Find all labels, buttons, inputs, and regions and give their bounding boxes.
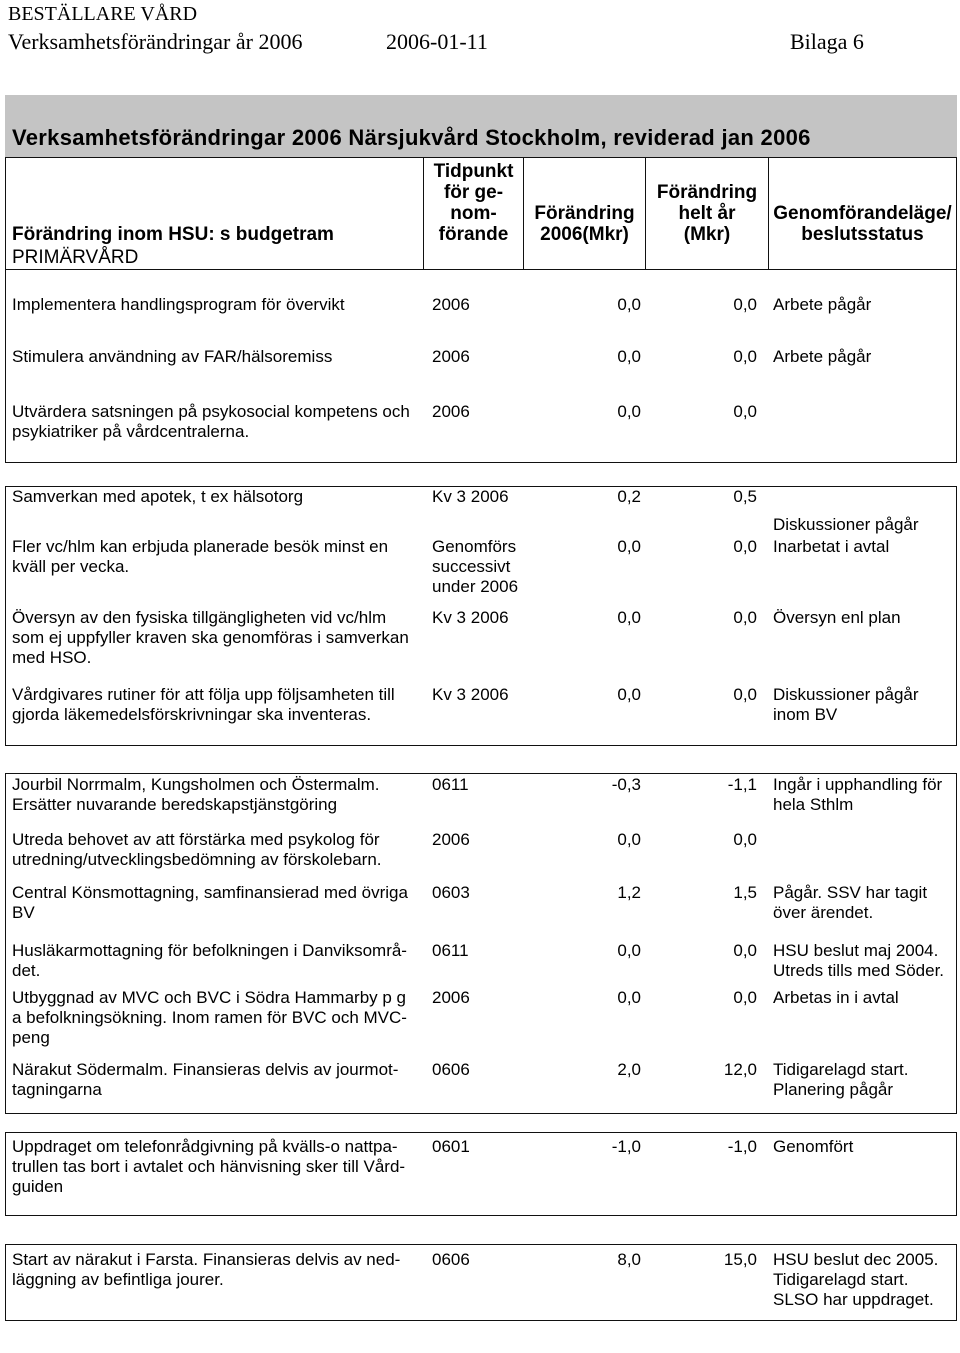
implementation-timing: 0611 xyxy=(432,775,469,794)
status: HSU beslut dec 2005. Tidigarelagd start. SLSO har uppdraget. xyxy=(773,1250,939,1309)
status: Arbetas in i avtal xyxy=(773,988,899,1007)
change-full-year-mkr: 0,0 xyxy=(733,537,757,556)
implementation-timing: 0603 xyxy=(432,883,470,902)
status xyxy=(768,402,956,442)
change-full-year-mkr: 0,0 xyxy=(733,402,757,421)
table-row xyxy=(6,1060,956,1100)
status: Arbete pågår xyxy=(773,347,872,366)
status: Översyn enl plan xyxy=(773,608,901,627)
table-row xyxy=(6,685,956,725)
table-row xyxy=(6,1137,956,1197)
change-description: Närakut Södermalm. Finansieras delvis av jourmot- tagningarna xyxy=(12,1060,399,1099)
change-description: Central Könsmottagning, samfinansierad med övriga BV xyxy=(12,883,408,922)
change-2006-mkr: 1,2 xyxy=(617,883,641,902)
status: Ingår i upphandling för hela Sthlm xyxy=(773,775,943,814)
header-status xyxy=(768,158,956,269)
status: Inarbetat i avtal xyxy=(773,537,890,556)
implementation-timing: Kv 3 2006 xyxy=(432,487,509,506)
table-row xyxy=(6,775,956,815)
table-row xyxy=(6,537,956,597)
change-description: Stimulera användning av FAR/hälsoremiss xyxy=(12,347,333,366)
table-row xyxy=(6,883,956,923)
change-full-year-mkr: 0,0 xyxy=(733,988,757,1007)
header-change-2006-label: Förändring 2006(Mkr) xyxy=(534,203,635,245)
status: Diskussioner pågår inom BV xyxy=(773,685,919,724)
change-2006-mkr: 0,0 xyxy=(617,988,641,1007)
table-row xyxy=(6,988,956,1048)
change-description: Översyn av den fysiska tillgängligheten vid vc/hlm som ej uppfyller kraven ska genomföras i samverkan med HSO. xyxy=(12,608,409,667)
change-description: Husläkarmottagning för befolkningen i Danviksområ- det. xyxy=(12,941,407,980)
table-section xyxy=(5,269,957,463)
change-full-year-mkr: 0,5 xyxy=(733,487,757,506)
change-description: Utbyggnad av MVC och BVC i Södra Hammarby p g a befolkningsökning. Inom ramen för BVC och MVC- peng xyxy=(12,988,407,1047)
header-change xyxy=(6,158,423,269)
change-2006-mkr: 0,2 xyxy=(617,487,641,506)
attachment-label: Bilaga 6 xyxy=(790,29,864,54)
status: Diskussioner pågår xyxy=(773,515,919,534)
status: Genomfört xyxy=(773,1137,854,1156)
table-row xyxy=(6,830,956,870)
change-description: Uppdraget om telefonrådgivning på kvälls-o nattpa- trullen tas bort i avtalet och hänvisning sker till Vård- guiden xyxy=(12,1137,406,1196)
implementation-timing: 0601 xyxy=(432,1137,470,1156)
implementation-timing: 2006 xyxy=(432,347,470,366)
change-2006-mkr: 0,0 xyxy=(617,295,641,314)
change-full-year-mkr: 12,0 xyxy=(723,1060,757,1079)
change-2006-mkr: 2,0 xyxy=(617,1060,641,1079)
change-full-year-mkr: 0,0 xyxy=(733,830,757,849)
change-2006-mkr: 0,0 xyxy=(617,830,641,849)
category-label: PRIMÄRVÅRD xyxy=(12,247,139,268)
header-change-full-year xyxy=(645,158,768,269)
table-header xyxy=(5,157,957,270)
status: Tidigarelagd start. Planering pågår xyxy=(773,1060,909,1099)
table-section xyxy=(5,1244,957,1321)
change-full-year-mkr: 0,0 xyxy=(733,608,757,627)
implementation-timing: 0606 xyxy=(432,1250,470,1269)
table-section xyxy=(5,486,957,746)
implementation-timing: 0611 xyxy=(432,941,469,960)
department-name: BESTÄLLARE VÅRD xyxy=(8,3,198,25)
table-section xyxy=(5,773,957,1114)
table-row xyxy=(6,1250,956,1310)
page-title: Verksamhetsförändringar 2006 Närsjukvård Stockholm, reviderad jan 2006 xyxy=(12,125,811,150)
header-change-label: Förändring inom HSU: s budgetram xyxy=(12,224,334,245)
table-row xyxy=(6,347,956,367)
header-change-2006 xyxy=(523,158,645,269)
change-full-year-mkr: 15,0 xyxy=(723,1250,757,1269)
change-2006-mkr: 0,0 xyxy=(617,608,641,627)
table-row xyxy=(6,402,956,442)
change-full-year-mkr: 0,0 xyxy=(733,941,757,960)
implementation-timing: 2006 xyxy=(432,295,470,314)
change-full-year-mkr: -1,0 xyxy=(727,1137,757,1156)
status: HSU beslut maj 2004. Utreds tills med Söder. xyxy=(773,941,945,980)
change-description: Start av närakut i Farsta. Finansieras delvis av ned- läggning av befintliga jourer. xyxy=(12,1250,401,1289)
title-band xyxy=(5,95,957,157)
change-2006-mkr: -0,3 xyxy=(611,775,641,794)
change-full-year-mkr: 1,5 xyxy=(733,883,757,902)
change-2006-mkr: 8,0 xyxy=(617,1250,641,1269)
implementation-timing: Genomförs successivt under 2006 xyxy=(432,537,519,596)
header-status-label: Genomförandeläge/ beslutsstatus xyxy=(773,203,952,245)
change-2006-mkr: 0,0 xyxy=(617,685,641,704)
implementation-timing: Kv 3 2006 xyxy=(432,685,509,704)
change-description: Utvärdera satsningen på psykosocial kompetens och psykiatriker på vårdcentralerna. xyxy=(12,402,410,441)
change-full-year-mkr: -1,1 xyxy=(727,775,757,794)
change-2006-mkr: 0,0 xyxy=(617,941,641,960)
header-timing xyxy=(423,158,523,269)
change-description: Jourbil Norrmalm, Kungsholmen och Östermalm. Ersätter nuvarande beredskapstjänstgöring xyxy=(12,775,380,814)
change-2006-mkr: 0,0 xyxy=(617,347,641,366)
change-description: Implementera handlingsprogram för övervikt xyxy=(12,295,345,314)
table-row xyxy=(6,608,956,668)
change-2006-mkr: 0,0 xyxy=(617,537,641,556)
change-2006-mkr: -1,0 xyxy=(611,1137,641,1156)
implementation-timing: Kv 3 2006 xyxy=(432,608,509,627)
table-row xyxy=(6,295,956,315)
implementation-timing: 2006 xyxy=(432,830,470,849)
implementation-timing: 2006 xyxy=(432,988,470,1007)
table-row xyxy=(6,941,956,981)
change-description: Samverkan med apotek, t ex hälsotorg xyxy=(12,487,304,506)
status: Pågår. SSV har tagit över ärendet. xyxy=(773,883,928,922)
implementation-timing: 0606 xyxy=(432,1060,470,1079)
header-change-full-year-label: Förändring helt år (Mkr) xyxy=(656,182,758,245)
status xyxy=(768,830,956,870)
change-full-year-mkr: 0,0 xyxy=(733,347,757,366)
change-full-year-mkr: 0,0 xyxy=(733,295,757,314)
header-timing-label: Tidpunkt för ge- nom- förande xyxy=(433,161,514,245)
change-description: Vårdgivares rutiner för att följa upp följsamheten till gjorda läkemedelsförskrivningar ska inventeras. xyxy=(12,685,395,724)
change-full-year-mkr: 0,0 xyxy=(733,685,757,704)
table-row xyxy=(6,487,956,535)
implementation-timing: 2006 xyxy=(432,402,470,421)
change-description: Fler vc/hlm kan erbjuda planerade besök minst en kväll per vecka. xyxy=(12,537,389,576)
change-2006-mkr: 0,0 xyxy=(617,402,641,421)
document-subject: Verksamhetsförändringar år 2006 xyxy=(8,29,303,54)
status: Arbete pågår xyxy=(773,295,872,314)
document-date: 2006-01-11 xyxy=(386,29,488,54)
change-description: Utreda behovet av att förstärka med psykolog för utredning/utvecklingsbedömning av förskolebarn. xyxy=(12,830,382,869)
table-section xyxy=(5,1132,957,1216)
